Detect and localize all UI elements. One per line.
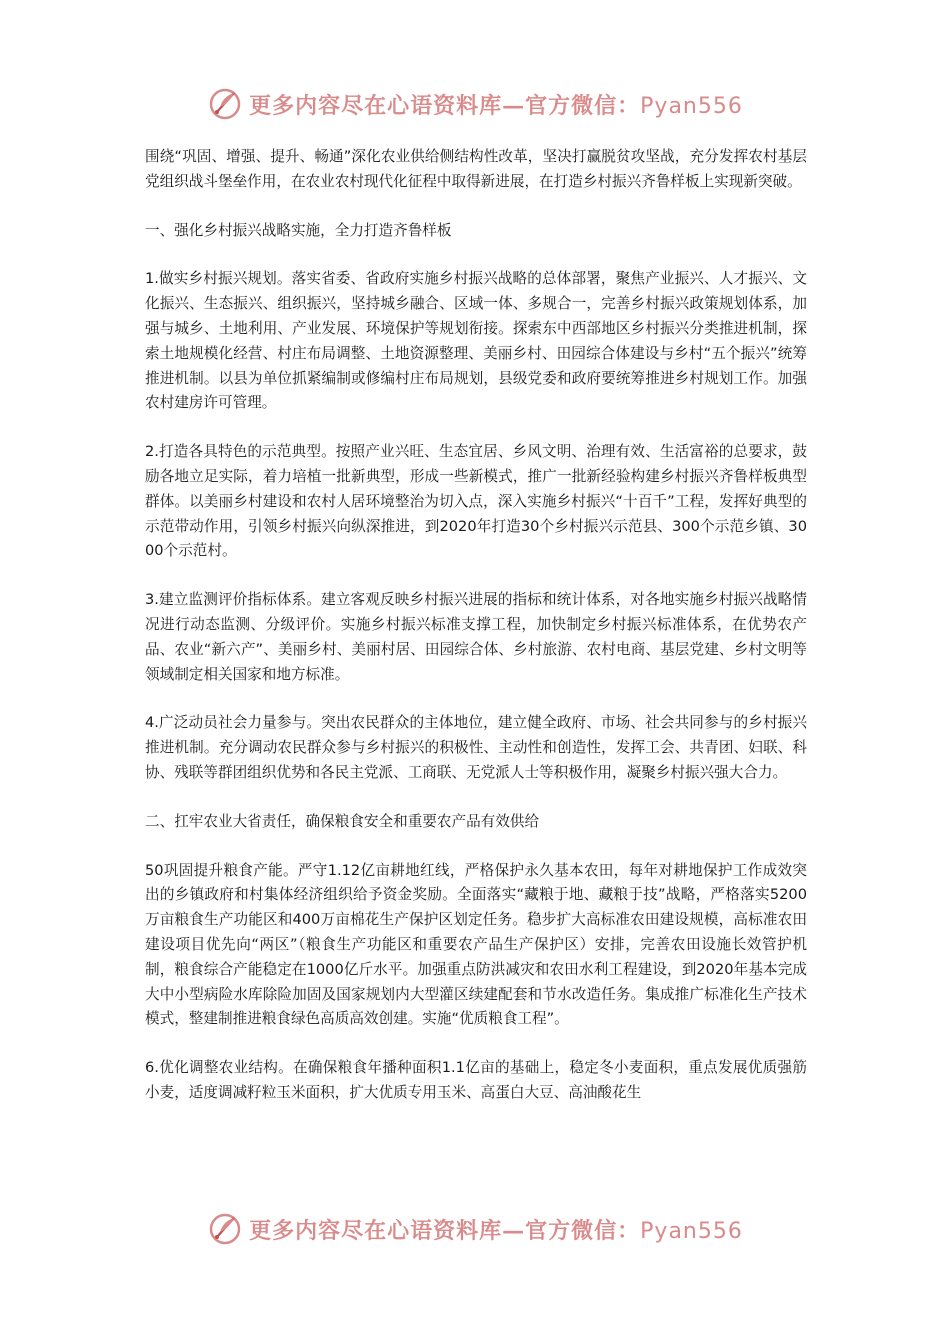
quill-logo-icon	[207, 1211, 243, 1247]
paragraph-item-4: 4.广泛动员社会力量参与。突出农民群众的主体地位，建立健全政府、市场、社会共同参与的乡村振兴推进机制。充分调动农民群众参与乡村振兴的积极性、主动性和创造性，发挥工会、共青团、妇联、科协、残联等群团组织优势和各民主党派、工商联、无党派人士等积极作用，凝聚乡村振兴强大合力。	[145, 714, 807, 781]
watermark-wechat-id: Pyan556	[640, 1218, 743, 1244]
watermark-header	[0, 84, 950, 124]
paragraph-item-5: 50巩固提升粮食产能。严守1.12亿亩耕地红线，严格保护永久基本农田，每年对耕地保护工作成效突出的乡镇政府和村集体经济组织给予资金奖励。全面落实“藏粮于地、藏粮于技”战略，严格落实5200万亩粮食生产功能区和400万亩棉花生产保护区划定任务。稳步扩大高标准农田建设规模，高标准农田建设项目优先向“两区”（粮食生产功能区和重要农产品生产保护区）安排，完善农田设施长效管护机制，粮食综合产能稳定在1000亿斤水平。加强重点防洪减灾和农田水利工程建设，到2020年基本完成大中小型病险水库除险加固及国家规划内大型灌区续建配套和节水改造任务。集成推广标准化生产技术模式，整建制推进粮食绿色高质高效创建。实施“优质粮食工程”。	[145, 861, 807, 1028]
quill-logo-icon	[207, 86, 243, 122]
paragraph-item-2: 2.打造各具特色的示范典型。按照产业兴旺、生态宜居、乡风文明、治理有效、生活富裕的总要求，鼓励各地立足实际，着力培植一批新典型，形成一些新模式，推广一批新经验构建乡村振兴齐鲁样板典型群体。以美丽乡村建设和农村人居环境整治为切入点，深入实施乡村振兴“十百千”工程，发挥好典型的示范带动作用，引领乡村振兴向纵深推进，到2020年打造30个乡村振兴示范县、300个示范乡镇、3000个示范村。	[145, 443, 807, 560]
watermark-text: 更多内容尽在心语资料库—官方微信：Pyan556	[249, 1217, 743, 1244]
watermark-footer	[0, 1209, 950, 1249]
watermark-text: 更多内容尽在心语资料库—官方微信：Pyan556	[249, 92, 743, 119]
document-body	[145, 145, 807, 1130]
watermark-wechat-id: Pyan556	[640, 93, 743, 119]
intro-paragraph: 围绕“巩固、增强、提升、畅通”深化农业供给侧结构性改革，坚决打赢脱贫攻坚战，充分发挥农村基层党组织战斗堡垒作用，在农业农村现代化征程中取得新进展，在打造乡村振兴齐鲁样板上实现新突破。	[145, 148, 807, 190]
section-heading-1: 一、强化乡村振兴战略实施，全力打造齐鲁样板	[145, 221, 452, 239]
section-heading-2: 二、扛牢农业大省责任，确保粮食安全和重要农产品有效供给	[145, 812, 540, 830]
paragraph-item-1: 1.做实乡村振兴规划。落实省委、省政府实施乡村振兴战略的总体部署，聚焦产业振兴、人才振兴、文化振兴、生态振兴、组织振兴，坚持城乡融合、区域一体、多规合一，完善乡村振兴政策规划体系，加强与城乡、土地利用、产业发展、环境保护等规划衔接。探索东中西部地区乡村振兴分类推进机制，探索土地规模化经营、村庄布局调整、土地资源整理、美丽乡村、田园综合体建设与乡村“五个振兴”统筹推进机制。以县为单位抓紧编制或修编村庄布局规划，县级党委和政府要统筹推进乡村规划工作。加强农村建房许可管理。	[145, 270, 807, 412]
paragraph-item-6: 6.优化调整农业结构。在确保粮食年播种面积1.1亿亩的基础上，稳定冬小麦面积，重点发展优质强筋小麦，适度调减籽粒玉米面积，扩大优质专用玉米、高蛋白大豆、高油酸花生	[145, 1059, 807, 1101]
paragraph-item-3: 3.建立监测评价指标体系。建立客观反映乡村振兴进展的指标和统计体系，对各地实施乡村振兴战略情况进行动态监测、分级评价。实施乡村振兴标准支撑工程，加快制定乡村振兴标准体系，在优势农产品、农业“新六产”、美丽乡村、美丽村居、田园综合体、乡村旅游、农村电商、基层党建、乡村文明等领域制定相关国家和地方标准。	[145, 591, 807, 683]
